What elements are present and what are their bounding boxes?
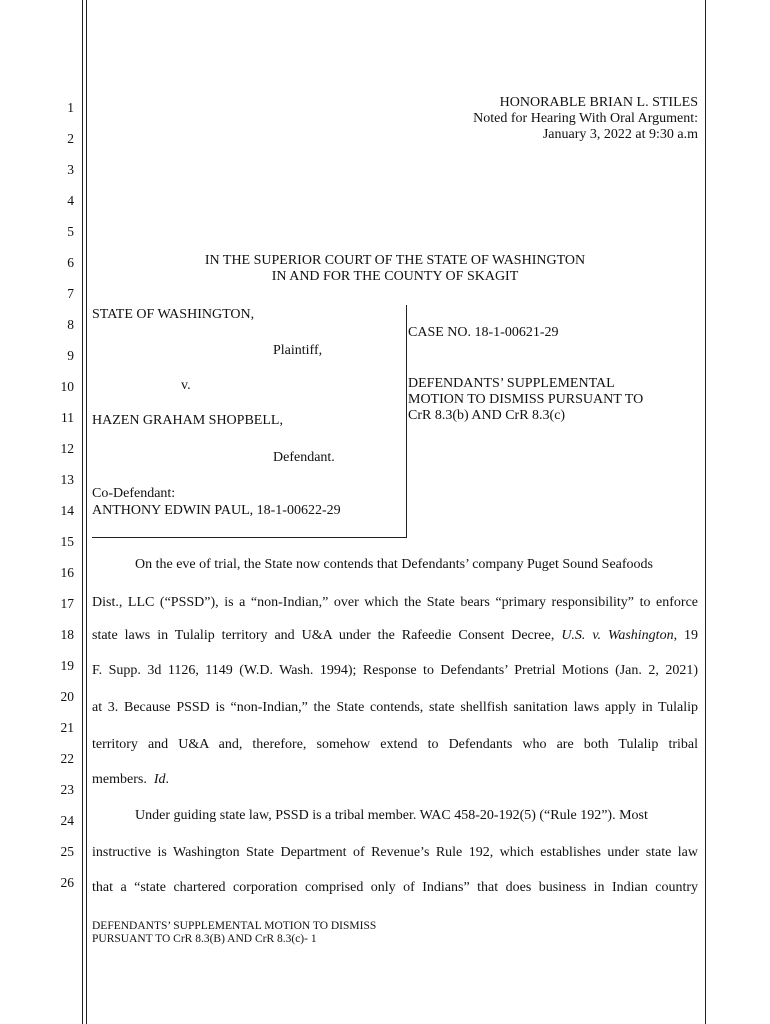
line-number: 14: [60, 503, 74, 518]
body-text: .: [165, 772, 169, 787]
footer-title-line-1: DEFENDANTS’ SUPPLEMENTAL MOTION TO DISMISS: [92, 920, 377, 932]
line-number: 10: [60, 379, 74, 394]
body-line: [92, 628, 698, 644]
court-county: IN AND FOR THE COUNTY OF SKAGIT: [271, 269, 519, 284]
case-citation: U.S. v. Washington: [561, 628, 674, 643]
line-number: 9: [67, 348, 74, 363]
body-line: territory and U&A and, therefore, somehow extend to Defendants who are both Tulalip tribal: [92, 737, 698, 752]
right-margin-rule: [705, 0, 706, 1024]
line-number: 3: [67, 162, 74, 177]
line-number: 8: [67, 317, 74, 332]
hearing-date: January 3, 2022 at 9:30 a.m: [542, 127, 698, 142]
document-title-line-3: CrR 8.3(b) AND CrR 8.3(c): [408, 408, 566, 423]
document-title-line-1: DEFENDANTS’ SUPPLEMENTAL: [408, 376, 615, 391]
line-number: 20: [60, 689, 74, 704]
body-line: [92, 772, 698, 788]
body-line: F. Supp. 3d 1126, 1149 (W.D. Wash. 1994); Response to Defendants’ Pretrial Motions (Jan. 2, 2021): [92, 663, 698, 678]
line-number: 19: [60, 658, 74, 673]
line-number: 5: [67, 224, 74, 239]
line-number: 17: [60, 596, 74, 611]
line-number: 24: [60, 813, 74, 828]
line-number: 2: [67, 131, 74, 146]
body-line: instructive is Washington State Department of Revenue’s Rule 192, which establishes under state law: [92, 845, 698, 860]
line-number: 6: [67, 255, 74, 270]
line-number: 23: [60, 782, 74, 797]
body-line: On the eve of trial, the State now contends that Defendants’ company Puget Sound Seafoods: [135, 557, 654, 572]
line-number: 15: [60, 534, 74, 549]
body-text: members.: [92, 772, 147, 787]
body-line: that a “state chartered corporation comprised only of Indians” that does business in Indian country: [92, 880, 698, 895]
body-text: state laws in Tulalip territory and U&A under the Rafeedie Consent Decree,: [92, 628, 555, 643]
footer-title-line-2: PURSUANT TO CrR 8.3(B) AND CrR 8.3(c)- 1: [92, 933, 317, 945]
line-number: 26: [60, 875, 74, 890]
line-number: 16: [60, 565, 74, 580]
line-number: 13: [60, 472, 74, 487]
plaintiff-name: STATE OF WASHINGTON,: [92, 307, 255, 322]
left-margin-rule-outer: [82, 0, 83, 1024]
line-number: 4: [67, 193, 74, 208]
body-text: , 19: [673, 628, 699, 643]
codefendant-name: ANTHONY EDWIN PAUL, 18-1-00622-29: [92, 503, 341, 518]
body-line: at 3. Because PSSD is “non-Indian,” the State contends, state shellfish sanitation laws apply in Tulalip: [92, 700, 698, 715]
line-number: 7: [67, 286, 74, 301]
line-number: 12: [60, 441, 74, 456]
defendant-label: Defendant.: [273, 450, 335, 465]
body-line: Under guiding state law, PSSD is a tribal member. WAC 458-20-192(5) (“Rule 192”). Most: [135, 808, 648, 823]
line-number: 18: [60, 627, 74, 642]
line-number: 22: [60, 751, 74, 766]
line-number: 25: [60, 844, 74, 859]
case-number: CASE NO. 18-1-00621-29: [408, 325, 559, 340]
versus: v.: [181, 378, 191, 393]
document-title-line-2: MOTION TO DISMISS PURSUANT TO: [408, 392, 644, 407]
hearing-note: Noted for Hearing With Oral Argument:: [473, 111, 698, 126]
id-citation: Id: [153, 772, 166, 787]
line-number: 11: [61, 410, 74, 425]
left-margin-rule-inner: [86, 0, 87, 1024]
line-number: 1: [67, 100, 74, 115]
line-number: 21: [60, 720, 74, 735]
court-name: IN THE SUPERIOR COURT OF THE STATE OF WASHINGTON: [204, 253, 586, 268]
body-line: Dist., LLC (“PSSD”), is a “non-Indian,” over which the State bears “primary responsibility” to enforce: [92, 595, 698, 610]
judge-name: HONORABLE BRIAN L. STILES: [499, 95, 698, 110]
codefendant-label: Co-Defendant:: [92, 486, 176, 501]
plaintiff-label: Plaintiff,: [273, 343, 323, 358]
defendant-name: HAZEN GRAHAM SHOPBELL,: [92, 413, 283, 428]
